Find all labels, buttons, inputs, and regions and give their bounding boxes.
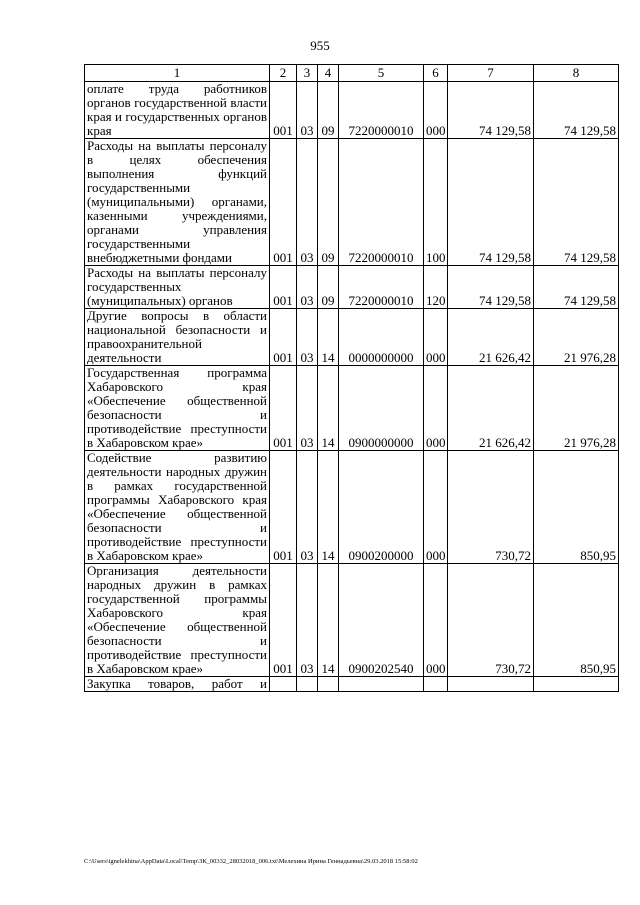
cell-amount-1: 730,72: [448, 564, 534, 677]
cell-section: 03: [297, 266, 318, 309]
cell-subsection: 09: [318, 139, 339, 266]
cell-expense-type: [424, 677, 448, 692]
row-name: Содействие развитию деятельности народных дружин в рамках государственной программы Хабаровского края «Обеспечение общественной безопасности и противодействие преступности в Хабаровском крае»: [85, 451, 270, 564]
cell-target-code: 7220000010: [339, 139, 424, 266]
column-header: 8: [534, 65, 619, 82]
cell-section: 03: [297, 139, 318, 266]
cell-ministry: 001: [270, 366, 297, 451]
cell-ministry: 001: [270, 266, 297, 309]
row-name: Закупка товаров, работ и: [85, 677, 270, 692]
cell-expense-type: 100: [424, 139, 448, 266]
cell-ministry: 001: [270, 139, 297, 266]
cell-amount-1: 21 626,42: [448, 366, 534, 451]
cell-subsection: 14: [318, 451, 339, 564]
cell-amount-2: 21 976,28: [534, 309, 619, 366]
cell-ministry: 001: [270, 82, 297, 139]
row-name: Другие вопросы в области национальной безопасности и правоохранительной деятельности: [85, 309, 270, 366]
cell-amount-2: 850,95: [534, 564, 619, 677]
cell-subsection: 14: [318, 564, 339, 677]
cell-section: 03: [297, 82, 318, 139]
cell-amount-1: 74 129,58: [448, 139, 534, 266]
budget-table: [84, 64, 619, 692]
cell-amount-1: 21 626,42: [448, 309, 534, 366]
cell-subsection: 09: [318, 266, 339, 309]
header-row: [85, 65, 619, 82]
table-row: [85, 677, 619, 692]
cell-expense-type: 000: [424, 564, 448, 677]
cell-target-code: [339, 677, 424, 692]
table-row: [85, 451, 619, 564]
cell-subsection: [318, 677, 339, 692]
cell-section: [297, 677, 318, 692]
cell-ministry: [270, 677, 297, 692]
cell-section: 03: [297, 366, 318, 451]
table-row: [85, 139, 619, 266]
column-header: 7: [448, 65, 534, 82]
column-header: 1: [85, 65, 270, 82]
table-row: [85, 564, 619, 677]
cell-amount-1: 74 129,58: [448, 82, 534, 139]
cell-amount-2: 74 129,58: [534, 139, 619, 266]
cell-target-code: 0900200000: [339, 451, 424, 564]
cell-section: 03: [297, 451, 318, 564]
cell-subsection: 09: [318, 82, 339, 139]
cell-ministry: 001: [270, 309, 297, 366]
cell-expense-type: 120: [424, 266, 448, 309]
file-path-footer: C:\Users\ignelekhina\AppData\Local\Temp\ЗК_00332_28032018_006.txt\Мелехина Ирина Геннадьевна\29.03.2018 15:58:02: [84, 858, 418, 865]
row-name: оплате труда работников органов государственной власти края и государственных органов края: [85, 82, 270, 139]
cell-amount-2: 21 976,28: [534, 366, 619, 451]
column-header: 3: [297, 65, 318, 82]
table-row: [85, 266, 619, 309]
cell-expense-type: 000: [424, 451, 448, 564]
cell-ministry: 001: [270, 564, 297, 677]
cell-target-code: 7220000010: [339, 266, 424, 309]
column-header: 4: [318, 65, 339, 82]
table-row: [85, 82, 619, 139]
cell-amount-2: [534, 677, 619, 692]
table-row: [85, 366, 619, 451]
cell-amount-1: 74 129,58: [448, 266, 534, 309]
cell-subsection: 14: [318, 366, 339, 451]
cell-subsection: 14: [318, 309, 339, 366]
cell-expense-type: 000: [424, 366, 448, 451]
row-name: Государственная программа Хабаровского края «Обеспечение общественной безопасности и противодействие преступности в Хабаровском крае»: [85, 366, 270, 451]
cell-amount-2: 74 129,58: [534, 82, 619, 139]
row-name: Расходы на выплаты персоналу государственных (муниципальных) органов: [85, 266, 270, 309]
cell-expense-type: 000: [424, 309, 448, 366]
cell-target-code: 0900000000: [339, 366, 424, 451]
cell-amount-1: [448, 677, 534, 692]
cell-target-code: 0900202540: [339, 564, 424, 677]
cell-amount-2: 850,95: [534, 451, 619, 564]
cell-amount-2: 74 129,58: [534, 266, 619, 309]
column-header: 2: [270, 65, 297, 82]
table-row: [85, 309, 619, 366]
cell-section: 03: [297, 564, 318, 677]
cell-section: 03: [297, 309, 318, 366]
cell-target-code: 0000000000: [339, 309, 424, 366]
column-header: 6: [424, 65, 448, 82]
cell-target-code: 7220000010: [339, 82, 424, 139]
cell-expense-type: 000: [424, 82, 448, 139]
column-header: 5: [339, 65, 424, 82]
cell-amount-1: 730,72: [448, 451, 534, 564]
page-number: 955: [310, 38, 330, 53]
row-name: Организация деятельности народных дружин в рамках государственной программы Хабаровского края «Обеспечение общественной безопасности и противодействие преступности в Хабаровском крае»: [85, 564, 270, 677]
row-name: Расходы на выплаты персоналу в целях обеспечения выполнения функций государственными (муниципальными) органами, казенными учреждениями, органами управления государственными внебюджетными фондами: [85, 139, 270, 266]
cell-ministry: 001: [270, 451, 297, 564]
